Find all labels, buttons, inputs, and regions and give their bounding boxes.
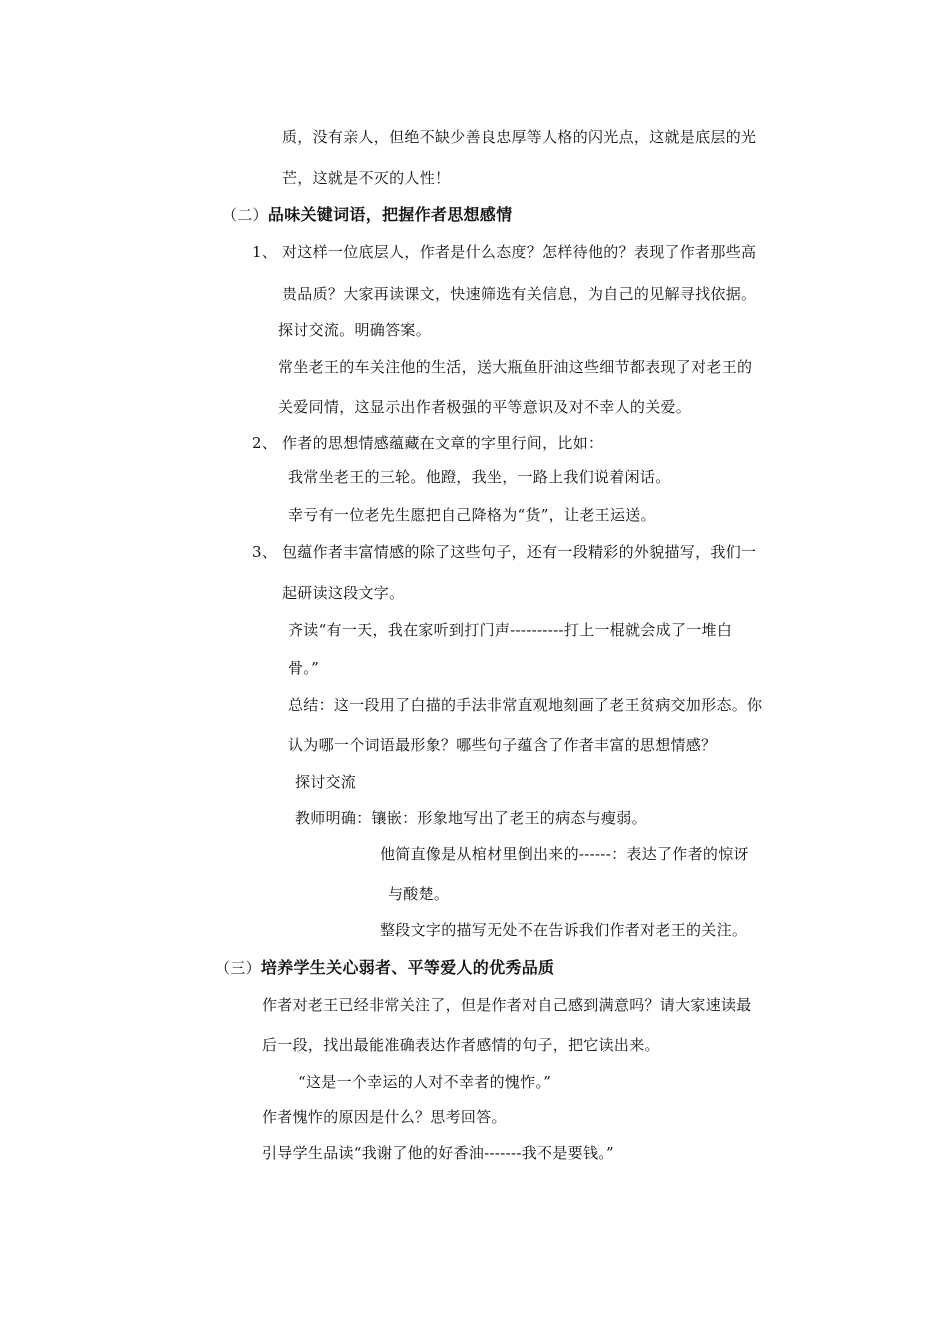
item-text: 作者的思想情感蕴藏在文章的字里行间，比如： — [282, 434, 604, 452]
text-line: 引导学生品读“我谢了他的好香油-------我不是要钱。” — [262, 1144, 615, 1162]
text-line: 作者愧怍的原因是什么？思考回答。 — [262, 1108, 507, 1126]
text-line: 探讨交流。明确答案。 — [278, 321, 432, 339]
list-item — [252, 433, 603, 453]
text-line: 贵品质？大家再读课文，快速筛选有关信息，为自己的见解寻找依据。 — [282, 285, 757, 303]
text-line: 认为哪一个词语最形象？哪些句子蕴含了作者丰富的思想情感？ — [288, 736, 717, 754]
text-line: 教师明确：镶嵌：形象地写出了老王的病态与瘦弱。 — [295, 809, 647, 827]
list-item — [252, 542, 756, 562]
section-heading — [222, 205, 512, 225]
section-title: 品味关键词语，把握作者思想感情 — [267, 205, 513, 224]
text-line: 常坐老王的车关注他的生活，送大瓶鱼肝油这些细节都表现了对老王的 — [278, 358, 753, 376]
text-line: 作者对老王已经非常关注了，但是作者对自己感到满意吗？请大家速读最 — [262, 996, 752, 1014]
section-heading — [215, 958, 554, 978]
item-number: 1、 — [252, 243, 278, 261]
text-line: 质，没有亲人，但绝不缺少善良忠厚等人格的闪光点，这就是底层的光 — [282, 128, 757, 146]
text-line: 后一段，找出最能准确表达作者感情的句子，把它读出来。 — [262, 1036, 660, 1054]
item-text: 包蕴作者丰富情感的除了这些句子，还有一段精彩的外貌描写，我们一 — [282, 543, 757, 561]
item-number: 2、 — [252, 434, 278, 452]
text-line: 与酸楚。 — [388, 885, 450, 903]
text-line: 总结：这一段用了白描的手法非常直观地刻画了老王贫病交加形态。你 — [288, 696, 763, 714]
section-title: 培养学生关心弱者、平等爱人的优秀品质 — [260, 958, 555, 977]
item-text: 对这样一位底层人，作者是什么态度？怎样待他的？表现了作者那些高 — [282, 243, 757, 261]
quote-line: 我常坐老王的三轮。他蹬，我坐，一路上我们说着闲话。 — [288, 468, 671, 486]
text-line: 骨。” — [288, 659, 320, 677]
item-number: 3、 — [252, 543, 278, 561]
section-number: （三） — [215, 959, 261, 977]
list-item — [252, 242, 756, 262]
text-line: 整段文字的描写无处不在告诉我们作者对老王的关注。 — [380, 921, 748, 939]
section-number: （二） — [222, 206, 268, 224]
quote-line: “这是一个幸运的人对不幸者的愧怍。” — [298, 1073, 552, 1091]
quote-line: 幸亏有一位老先生愿把自己降格为“货”，让老王运送。 — [288, 506, 656, 524]
text-line: 芒，这就是不灭的人性！ — [282, 169, 451, 187]
text-line: 关爱同情，这显示出作者极强的平等意识及对不幸人的关爱。 — [278, 398, 692, 416]
text-line: 起研读这段文字。 — [282, 584, 405, 602]
text-line: 齐读“有一天，我在家听到打门声----------打上一棍就会成了一堆白 — [288, 621, 733, 639]
text-line: 他简直像是从棺材里倒出来的------：表达了作者的惊讶 — [380, 845, 749, 863]
text-line: 探讨交流 — [295, 773, 357, 791]
